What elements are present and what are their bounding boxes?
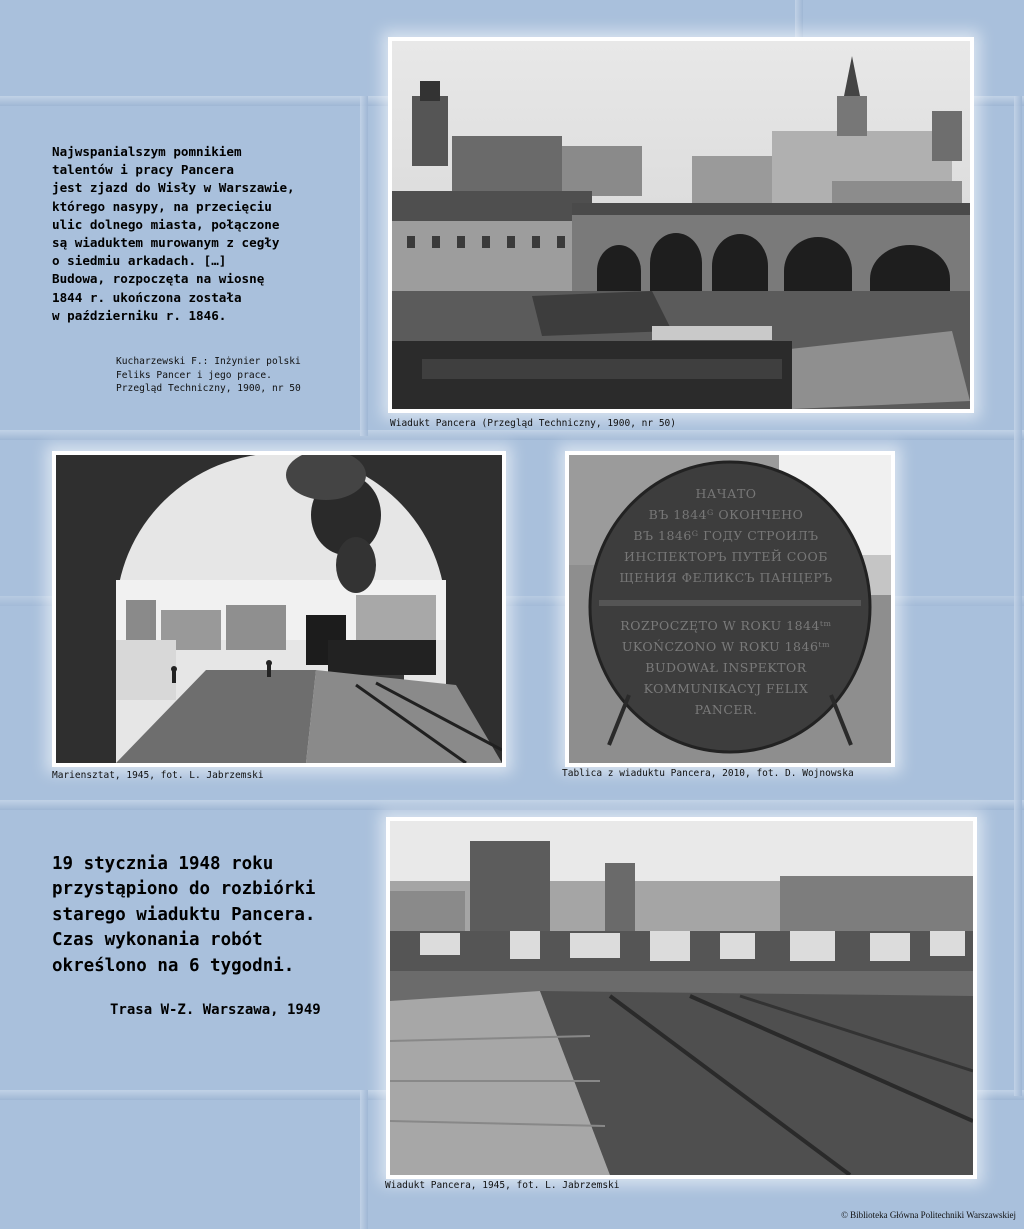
plaque-line: ИНСПЕКТОРЪ ПУТЕЙ СООБ <box>624 549 828 564</box>
photo-mariensztat-1945 <box>52 451 506 767</box>
quote-source: Trasa W-Z. Warszawa, 1949 <box>110 1002 321 1018</box>
photo-caption: Mariensztat, 1945, fot. L. Jabrzemski <box>52 770 264 781</box>
plaque-line: ВЪ 1844ᴳ ОКОНЧЕНО <box>648 507 804 522</box>
photo-caption: Wiadukt Pancera (Przegląd Techniczny, 1900, nr 50) <box>390 418 676 429</box>
plaque-line: НАЧАТО <box>695 486 757 501</box>
wall-seam <box>1014 96 1022 1096</box>
photo-viaduct-1900 <box>388 37 974 413</box>
plaque-line: PANCER. <box>694 702 758 717</box>
plaque-line: ВЪ 1846ᴳ ГОДУ СТРОИЛЪ <box>633 528 819 543</box>
wall-seam <box>360 1090 368 1229</box>
plaque-inscription-russian <box>581 483 871 588</box>
photo-caption: Tablica z wiaduktu Pancera, 2010, fot. D. Wojnowska <box>562 768 854 779</box>
quote-pancer-monument: Najwspanialszym pomnikiem talentów i pracy Pancera jest zjazd do Wisły w Warszawie, którego nasypy, na przecięciu ulic dolnego miasta, połączone są wiaduktem murowanym z cegły o siedmiu arkadach. […] Budowa, rozpoczęta na wiosnę 1844 r. ukończona została w październiku r. 1846. <box>52 144 295 323</box>
plaque-line: BUDOWAŁ INSPEKTOR <box>645 660 807 675</box>
plaque-line: ROZPOCZĘTO W ROKU 1844ᵗᵐ <box>620 618 832 633</box>
plaque-line: UKOŃCZONO W ROKU 1846ᵗᵐ <box>621 639 831 654</box>
photo-caption: Wiadukt Pancera, 1945, fot. L. Jabrzemski <box>385 1180 620 1191</box>
wall-seam <box>0 430 1024 440</box>
plaque-line: ЩЕНИЯ ФЕЛИКСЪ ПАНЦЕРЪ <box>619 570 833 585</box>
quote-source: Kucharzewski F.: Inżynier polski Feliks Pancer i jego prace. Przegląd Techniczny, 1900, nr 50 <box>116 356 301 395</box>
plaque-line: KOMMUNIKACYJ FELIX <box>643 681 809 696</box>
photo-viaduct-1945 <box>386 817 977 1179</box>
quote-demolition: 19 stycznia 1948 roku przystąpiono do rozbiórki starego wiaduktu Pancera. Czas wykonania robót określono na 6 tygodni. <box>52 854 316 976</box>
photo-plaque-2010 <box>565 451 895 767</box>
plaque-inscription-polish <box>581 615 871 720</box>
wall-seam <box>0 800 1024 810</box>
copyright-notice: © Biblioteka Główna Politechniki Warszawskiej <box>841 1210 1016 1220</box>
